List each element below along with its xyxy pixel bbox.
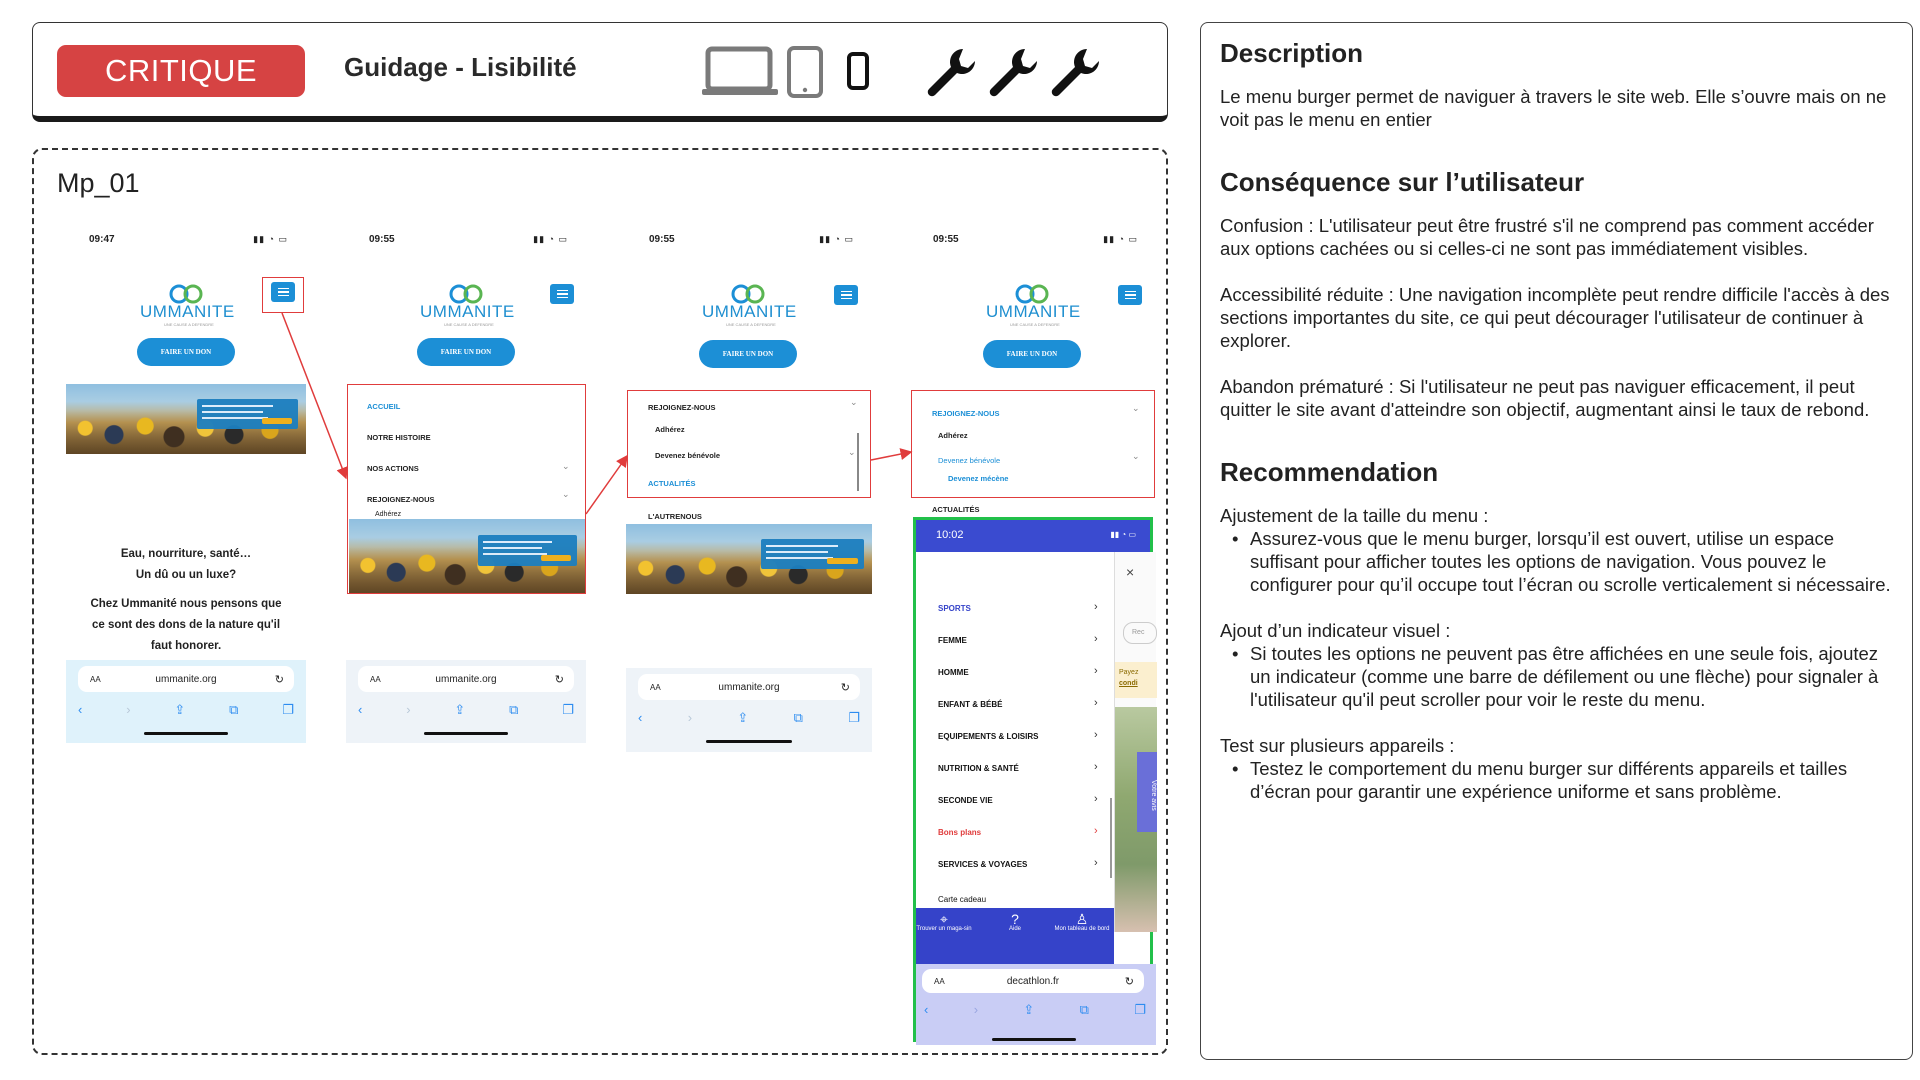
- url-bar[interactable]: AA ummanite.org ↻: [638, 674, 860, 700]
- user-icon: ♙: [1075, 911, 1089, 927]
- chevron-right-icon[interactable]: ›: [1094, 793, 1098, 805]
- bookmarks-icon[interactable]: ⧉: [509, 702, 519, 717]
- forward-icon[interactable]: ›: [406, 702, 411, 717]
- menu-item[interactable]: Carte cadeau: [938, 895, 987, 904]
- share-icon[interactable]: ⇪: [174, 702, 186, 717]
- logo-text: UMMANITE: [702, 302, 797, 321]
- back-icon[interactable]: ‹: [924, 1002, 929, 1017]
- share-icon[interactable]: ⇪: [454, 702, 466, 717]
- chevron-right-icon[interactable]: ›: [1094, 665, 1098, 677]
- menu-item[interactable]: REJOIGNEZ-NOUS: [648, 403, 716, 412]
- bookmarks-icon[interactable]: ⧉: [229, 702, 239, 717]
- menu-item[interactable]: SERVICES & VOYAGES: [938, 860, 1028, 869]
- recommendation-bullet: • Testez le comportement du menu burger sur différents appareils et tailles d’écran pour garantir une expérience uniforme et sans problème.: [1220, 757, 1900, 803]
- criterion-title: Guidage - Lisibilité: [344, 52, 577, 82]
- logo-text: UMMANITE: [420, 302, 515, 321]
- menu-item[interactable]: SPORTS: [938, 604, 971, 613]
- tabs-icon[interactable]: ❐: [562, 702, 574, 717]
- menu-subitem[interactable]: Devenez bénévole: [938, 456, 1001, 465]
- reload-icon[interactable]: ↻: [274, 673, 284, 686]
- chevron-right-icon[interactable]: ›: [1094, 761, 1098, 773]
- menu-item[interactable]: FEMME: [938, 636, 967, 645]
- logo-text: UMMANITE: [140, 302, 235, 321]
- donate-button[interactable]: FAIRE UN DON: [417, 338, 515, 366]
- menu-item[interactable]: ACCUEIL: [367, 402, 401, 411]
- menu-item[interactable]: ENFANT & BÉBÉ: [938, 700, 1003, 709]
- back-icon[interactable]: ‹: [638, 710, 643, 725]
- share-icon[interactable]: ⇪: [737, 710, 749, 725]
- close-icon[interactable]: ×: [1126, 564, 1135, 580]
- url-bar[interactable]: AA ummanite.org ↻: [358, 666, 574, 692]
- recommendation-list: [1220, 642, 1900, 711]
- donate-button[interactable]: FAIRE UN DON: [137, 338, 235, 366]
- chevron-right-icon[interactable]: ›: [1094, 857, 1098, 869]
- donate-button[interactable]: FAIRE UN DON: [699, 340, 797, 368]
- nav-store-finder[interactable]: ⌖ Trouver un maga-sin: [916, 911, 972, 932]
- back-icon[interactable]: ‹: [78, 702, 83, 717]
- recommendation-heading: Ajustement de la taille du menu :: [1220, 505, 1489, 526]
- payment-banner: Payez condi: [1115, 662, 1157, 698]
- panel-id: Mp_01: [57, 168, 140, 198]
- menu-subitem[interactable]: Devenez bénévole: [655, 451, 721, 460]
- chevron-down-icon[interactable]: ⌄: [1132, 451, 1140, 461]
- chevron-right-icon[interactable]: ›: [1094, 825, 1098, 837]
- menu-subitem[interactable]: Adhérez: [938, 431, 968, 440]
- consequence-text: Confusion : L'utilisateur peut être frustré s'il ne comprend pas comment accéder aux options cachées ou si celles-ci ne sont pas immédiatement visibles.: [1220, 215, 1874, 259]
- reload-icon[interactable]: ↻: [554, 673, 564, 686]
- bookmarks-icon[interactable]: ⧉: [793, 710, 803, 725]
- menu-subitem[interactable]: Devenez mécène: [948, 474, 1009, 483]
- reload-icon[interactable]: ↻: [1124, 975, 1134, 988]
- reload-icon[interactable]: ↻: [840, 681, 850, 694]
- tabs-icon[interactable]: ❐: [282, 702, 294, 717]
- nav-dashboard[interactable]: ♙ Mon tableau de bord: [1054, 911, 1110, 932]
- consequence-text: Accessibilité réduite : Une navigation incomplète peut rendre difficile l'accès à des sections importantes du site, ce qui peut décourager l'utilisateur de continuer à explorer.: [1220, 284, 1890, 351]
- share-icon[interactable]: ⇪: [1023, 1002, 1035, 1017]
- description-text: Le menu burger permet de naviguer à travers le site web. Elle s’ouvre mais on ne voit pas le menu en entier: [1220, 86, 1887, 130]
- menu-item[interactable]: NUTRITION & SANTÉ: [938, 764, 1019, 773]
- arrow-2: [586, 456, 627, 514]
- recommendation-list: [1220, 757, 1900, 803]
- chevron-right-icon[interactable]: ›: [1094, 697, 1098, 709]
- description-content: [1220, 38, 1900, 803]
- menu-item[interactable]: EQUIPEMENTS & LOISIRS: [938, 732, 1039, 741]
- recommendation-title: Recommendation: [1220, 457, 1439, 487]
- status-bar: 09:55 ▮▮ ◔ ▭: [649, 234, 854, 245]
- donate-button[interactable]: FAIRE UN DON: [983, 340, 1081, 368]
- logo-subtitle: UNE CAUSE A DEFENDRE: [444, 322, 494, 327]
- recommendation-heading: Ajout d’un indicateur visuel :: [1220, 620, 1451, 641]
- forward-icon[interactable]: ›: [687, 710, 693, 725]
- arrow-1: [282, 313, 346, 478]
- logo-subtitle: UNE CAUSE A DEFENDRE: [726, 322, 776, 327]
- forward-icon[interactable]: ›: [126, 702, 131, 717]
- arrow-3: [871, 452, 911, 460]
- menu-subitem[interactable]: Adhérez: [375, 511, 402, 518]
- status-bar: 10:02 ▮▮ ◔ ▭: [916, 520, 1150, 552]
- url-bar[interactable]: AA ummanite.org ↻: [78, 666, 294, 692]
- status-bar: 09:47 ▮▮ ◔ ▭: [89, 234, 288, 245]
- menu-item[interactable]: NOTRE HISTOIRE: [367, 433, 431, 442]
- chevron-right-icon[interactable]: ›: [1094, 601, 1098, 613]
- chevron-down-icon[interactable]: ⌄: [562, 461, 570, 471]
- consequence-text: Abandon prématuré : Si l'utilisateur ne peut pas naviguer efficacement, il peut quitter le site avant d'atteindre son objectif, augmentant ainsi le taux de rebond.: [1220, 376, 1870, 420]
- consequence-title: Conséquence sur l’utilisateur: [1220, 167, 1585, 197]
- chevron-down-icon[interactable]: ⌄: [562, 489, 570, 499]
- status-bar: 09:55 ▮▮ ◔ ▭: [933, 234, 1138, 245]
- bookmarks-icon[interactable]: ⧉: [1079, 1002, 1089, 1017]
- menu-item[interactable]: REJOIGNEZ-NOUS: [932, 409, 1000, 418]
- menu-subitem[interactable]: Adhérez: [655, 425, 685, 434]
- recommendation-list: [1220, 527, 1900, 596]
- description-title: Description: [1220, 38, 1364, 68]
- forward-icon[interactable]: ›: [973, 1002, 979, 1017]
- logo-subtitle: UNE CAUSE A DEFENDRE: [1010, 322, 1060, 327]
- back-icon[interactable]: ‹: [358, 702, 363, 717]
- severity-badge: CRITIQUE: [57, 45, 305, 97]
- logo-text: UMMANITE: [986, 302, 1081, 321]
- status-bar: 09:55 ▮▮ ◔ ▭: [369, 234, 568, 245]
- menu-item[interactable]: REJOIGNEZ-NOUS: [367, 495, 435, 504]
- chevron-down-icon[interactable]: ⌄: [1132, 403, 1140, 413]
- search-field[interactable]: Rec: [1123, 622, 1157, 644]
- chevron-right-icon[interactable]: ›: [1094, 729, 1098, 741]
- tabs-icon[interactable]: ❐: [848, 710, 860, 725]
- location-pin-icon: ⌖: [940, 911, 948, 927]
- recommendation-bullet: • Assurez-vous que le menu burger, lorsqu’il est ouvert, utilise un espace suffisant pour afficher toutes les options de navigation. Vous pouvez le configurer pour qu’il occupe tout l’écran ou scrolle verticalement si nécessaire.: [1220, 527, 1900, 596]
- menu-item[interactable]: ACTUALITÉS: [648, 479, 696, 488]
- chevron-down-icon[interactable]: ⌄: [848, 447, 856, 457]
- tabs-icon[interactable]: ❐: [1134, 1002, 1146, 1017]
- recommendation-bullet: • Si toutes les options ne peuvent pas être affichées en une seule fois, ajoutez un indicateur (comme une barre de défilement ou une flèche) pour signaler à l'utilisateur qu'il peut scroller pour voir le reste du menu.: [1220, 642, 1900, 711]
- recommendation-heading: Test sur plusieurs appareils :: [1220, 735, 1455, 756]
- feedback-tab[interactable]: Votre avis: [1137, 752, 1157, 832]
- logo-subtitle: UNE CAUSE A DEFENDRE: [164, 322, 214, 327]
- url-bar[interactable]: AA decathlon.fr ↻: [922, 969, 1144, 993]
- menu-item[interactable]: SECONDE VIE: [938, 796, 993, 805]
- chevron-right-icon[interactable]: ›: [1094, 633, 1098, 645]
- menu-item[interactable]: HOMME: [938, 668, 969, 677]
- nav-help[interactable]: ? Aide: [987, 916, 1043, 933]
- help-icon: ?: [1011, 911, 1019, 927]
- chevron-down-icon[interactable]: ⌄: [850, 397, 858, 407]
- intro-text-block: Eau, nourriture, santé… Un dû ou un luxe? Chez Ummanité nous pensons que ce sont des dons de la nature qu'il faut honorer.: [90, 548, 282, 652]
- menu-item[interactable]: L'AUTRENOUS: [648, 512, 702, 521]
- menu-item[interactable]: Bons plans: [938, 828, 982, 837]
- menu-item[interactable]: ACTUALITÉS: [932, 505, 980, 514]
- menu-item[interactable]: NOS ACTIONS: [367, 464, 419, 473]
